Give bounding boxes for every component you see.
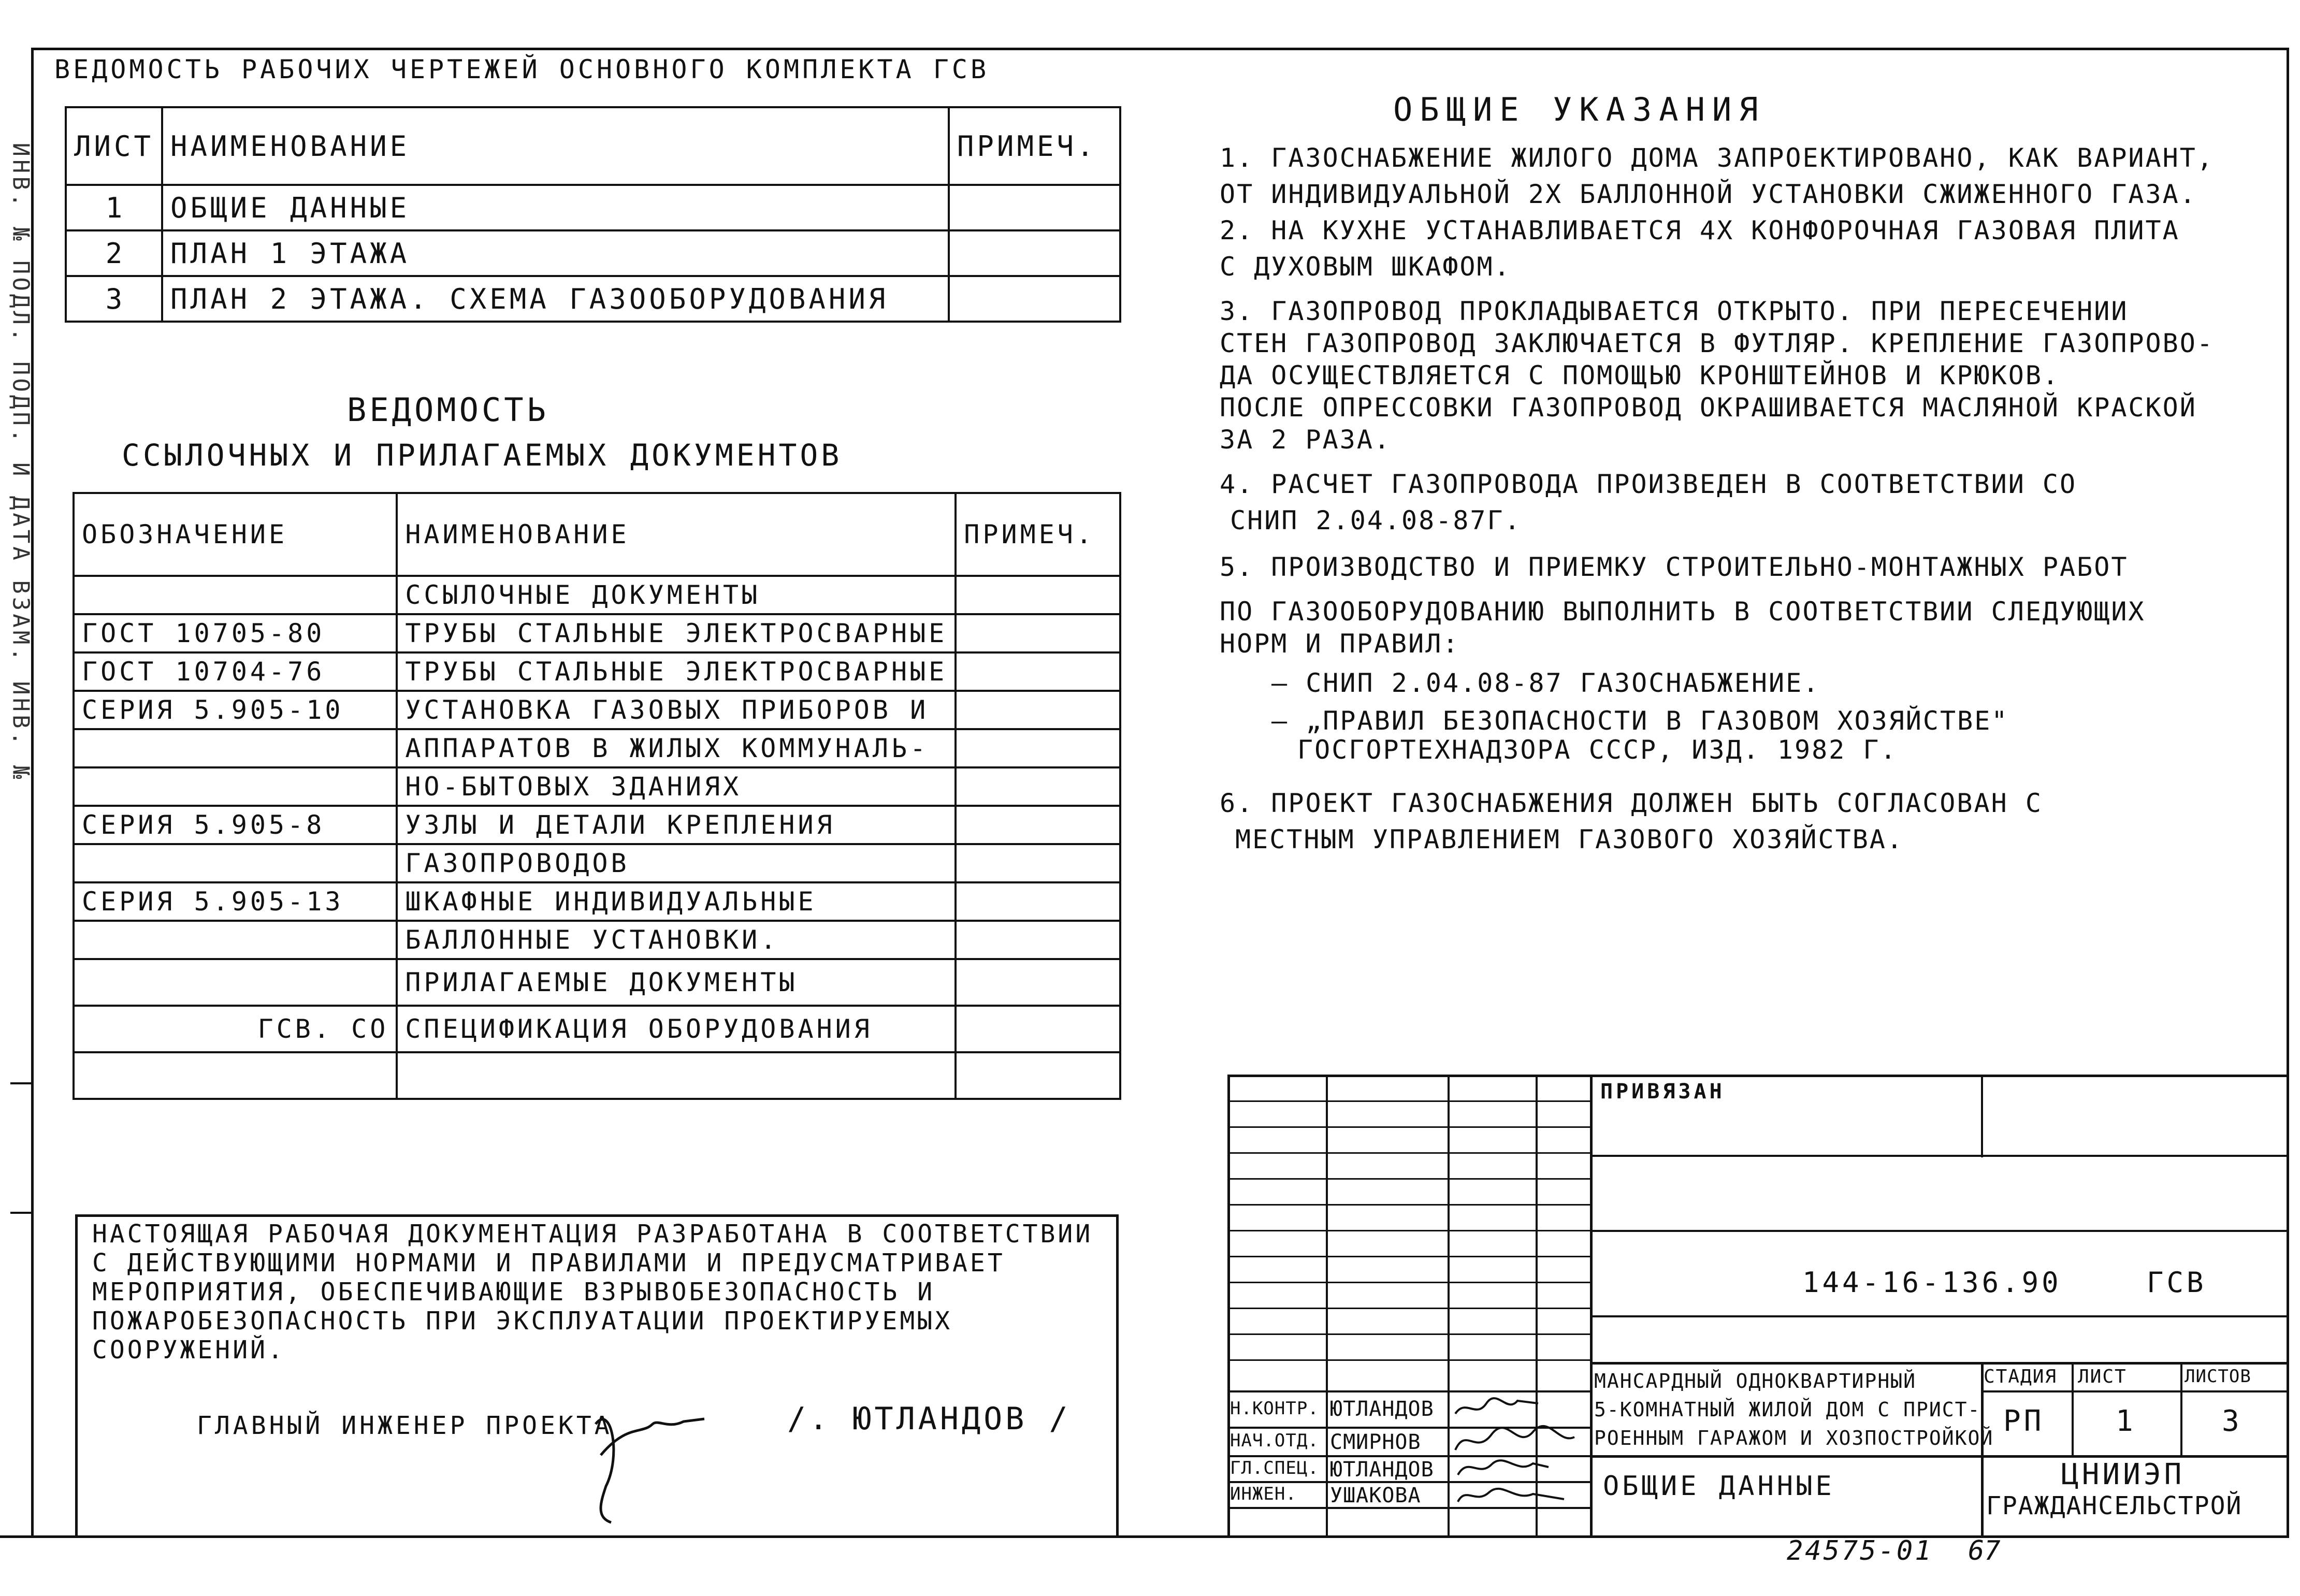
doc-suffix: ГСВ	[2147, 1266, 2207, 1299]
stage-label: СТАДИЯ	[1984, 1366, 2058, 1387]
doc-code: 144-16-136.90	[1802, 1266, 2062, 1299]
sheet-note	[949, 230, 1120, 276]
tb-hline	[1227, 1126, 1590, 1128]
notes-line: ГОСГОРТЕХНАДЗОРА СССР, ИЗД. 1982 Г.	[1297, 735, 1898, 765]
staff-signature	[1450, 1481, 1569, 1510]
staff-role: Н.КОНТР.	[1230, 1398, 1319, 1419]
stage-value: РП	[2003, 1404, 2045, 1438]
ref-code	[74, 729, 397, 767]
note-line: НАСТОЯЩАЯ РАБОЧАЯ ДОКУМЕНТАЦИЯ РАЗРАБОТАНА В СООТВЕТСТВИИ	[92, 1220, 1093, 1249]
table-row	[74, 921, 1120, 959]
table-row	[74, 576, 1120, 614]
compliance-note-text	[92, 1220, 1093, 1365]
tb-hline	[1227, 1256, 1590, 1257]
staff-name: ЮТЛАНДОВ	[1330, 1458, 1434, 1482]
margin-tick-1	[10, 1082, 34, 1084]
archive-number: 24575-01	[1787, 1535, 1933, 1566]
table-row	[74, 844, 1120, 882]
project-name-line: МАНСАРДНЫЙ ОДНОКВАРТИРНЫЙ	[1594, 1370, 1916, 1392]
attached-label: ПРИВЯЗАН	[1600, 1080, 1725, 1104]
notes-line: ЗА 2 РАЗА.	[1220, 425, 1392, 455]
ref-name: ТРУБЫ СТАЛЬНЫЕ ЭЛЕКТРОСВАРНЫЕ	[397, 652, 956, 691]
ref-name: УСТАНОВКА ГАЗОВЫХ ПРИБОРОВ И	[397, 691, 956, 729]
table-row	[74, 882, 1120, 921]
ref-name: ССЫЛОЧНЫЕ ДОКУМЕНТЫ	[397, 576, 956, 614]
margin-stamp-text: ИНВ. № ПОДЛ. ПОДП. И ДАТА ВЗАМ. ИНВ. №	[7, 142, 34, 782]
ref-docs-title-1: ВЕДОМОСТЬ	[347, 391, 549, 429]
project-name-line: 5-КОМНАТНЫЙ ЖИЛОЙ ДОМ С ПРИСТ-	[1594, 1398, 1981, 1421]
tb-hline	[1590, 1155, 2289, 1157]
sheet-list-header-note: ПРИМЕЧ.	[949, 107, 1120, 185]
notes-line: ОТ ИНДИВИДУАЛЬНОЙ 2Х БАЛЛОННОЙ УСТАНОВКИ СЖИЖЕННОГО ГАЗА.	[1220, 179, 2197, 209]
note-line: МЕРОПРИЯТИЯ, ОБЕСПЕЧИВАЮЩИЕ ВЗРЫВОБЕЗОПАСНОСТЬ И	[92, 1278, 935, 1307]
sheet-value: 1	[2116, 1404, 2136, 1438]
org-name-1: ЦНИИЭП	[2061, 1458, 2185, 1491]
tb-hline	[1981, 1390, 2289, 1392]
staff-signature	[1445, 1424, 1580, 1458]
sheet-number: 2	[66, 230, 162, 276]
notes-line: НОРМ И ПРАВИЛ:	[1220, 629, 1460, 659]
ref-note	[956, 844, 1120, 882]
sheet-list-title: ВЕДОМОСТЬ РАБОЧИХ ЧЕРТЕЖЕЙ ОСНОВНОГО КОМПЛЕКТА ГСВ	[54, 54, 990, 84]
tb-vline	[1448, 1075, 1450, 1537]
ref-code	[74, 1052, 397, 1099]
tb-vline	[2180, 1362, 2182, 1455]
ref-note	[956, 882, 1120, 921]
table-row	[74, 691, 1120, 729]
staff-role: ИНЖЕН.	[1230, 1484, 1297, 1504]
sheet-note	[949, 185, 1120, 230]
ref-name: УЗЛЫ И ДЕТАЛИ КРЕПЛЕНИЯ	[397, 806, 956, 844]
ref-code	[74, 767, 397, 806]
table-row	[66, 185, 1120, 230]
sheet-name: ПЛАН 2 ЭТАЖА. СХЕМА ГАЗООБОРУДОВАНИЯ	[162, 276, 949, 322]
general-notes-body	[1220, 140, 2214, 858]
table-row	[74, 767, 1120, 806]
tb-hline	[1227, 1333, 1590, 1335]
sheet-title: ОБЩИЕ ДАННЫЕ	[1603, 1471, 1835, 1502]
page-number: 67	[1968, 1535, 2001, 1566]
ref-name: ШКАФНЫЕ ИНДИВИДУАЛЬНЫЕ	[397, 882, 956, 921]
ref-code	[74, 844, 397, 882]
note-line: С ДЕЙСТВУЮЩИМИ НОРМАМИ И ПРАВИЛАМИ И ПРЕДУСМАТРИВАЕТ	[92, 1249, 1005, 1278]
tb-vline	[1590, 1075, 1593, 1537]
sheets-label: ЛИСТОВ	[2185, 1366, 2251, 1387]
tb-hline	[1227, 1178, 1590, 1180]
ref-note	[956, 729, 1120, 767]
frame-top	[31, 48, 2289, 50]
ref-name: НО-БЫТОВЫХ ЗДАНИЯХ	[397, 767, 956, 806]
ref-code: ГОСТ 10705-80	[74, 614, 397, 652]
ref-note	[956, 767, 1120, 806]
note-line: СООРУЖЕНИЙ.	[92, 1336, 285, 1365]
ref-name: ПРИЛАГАЕМЫЕ ДОКУМЕНТЫ	[397, 959, 956, 1006]
ref-docs-title-2: ССЫЛОЧНЫХ И ПРИЛАГАЕМЫХ ДОКУМЕНТОВ	[122, 438, 843, 473]
staff-signature	[1450, 1393, 1543, 1424]
tb-hline	[1227, 1359, 1590, 1361]
ref-code	[74, 921, 397, 959]
ref-note	[956, 921, 1120, 959]
ref-name: ГАЗОПРОВОДОВ	[397, 844, 956, 882]
notes-line: 4. РАСЧЕТ ГАЗОПРОВОДА ПРОИЗВЕДЕН В СООТВЕТСТВИИ СО	[1220, 469, 2077, 499]
sheet-name: ПЛАН 1 ЭТАЖА	[162, 230, 949, 276]
notes-line: – СНИП 2.04.08-87 ГАЗОСНАБЖЕНИЕ.	[1271, 668, 1820, 698]
table-row	[74, 1006, 1120, 1052]
ref-name	[397, 1052, 956, 1099]
ref-name: ТРУБЫ СТАЛЬНЫЕ ЭЛЕКТРОСВАРНЫЕ	[397, 614, 956, 652]
sheet-list-header-sheet: ЛИСТ	[66, 107, 162, 185]
notes-line: ПО ГАЗООБОРУДОВАНИЮ ВЫПОЛНИТЬ В СООТВЕТСТВИИ СЛЕДУЮЩИХ	[1220, 597, 2146, 627]
table-row	[66, 230, 1120, 276]
ref-code	[74, 959, 397, 1006]
tb-hline	[1227, 1230, 1590, 1231]
staff-signature	[1450, 1454, 1554, 1483]
table-row	[74, 806, 1120, 844]
ref-name: СПЕЦИФИКАЦИЯ ОБОРУДОВАНИЯ	[397, 1006, 956, 1052]
notes-line: 6. ПРОЕКТ ГАЗОСНАБЖЕНИЯ ДОЛЖЕН БЫТЬ СОГЛАСОВАН С	[1220, 788, 2043, 818]
tb-hline	[1590, 1362, 2289, 1365]
tb-hline	[1227, 1100, 1590, 1102]
ref-note	[956, 691, 1120, 729]
ref-name: БАЛЛОННЫЕ УСТАНОВКИ.	[397, 921, 956, 959]
tb-hline	[1227, 1152, 1590, 1154]
notes-line: ДА ОСУЩЕСТВЛЯЕТСЯ С ПОМОЩЬЮ КРОНШТЕЙНОВ И КРЮКОВ.	[1220, 360, 2060, 390]
tb-hline	[1590, 1230, 2289, 1232]
table-row	[74, 652, 1120, 691]
notes-line: 5. ПРОИЗВОДСТВО И ПРИЕМКУ СТРОИТЕЛЬНО-МОНТАЖНЫХ РАБОТ	[1220, 552, 2129, 582]
ref-header-name: НАИМЕНОВАНИЕ	[397, 493, 956, 576]
table-row	[74, 729, 1120, 767]
project-name-line: РОЕННЫМ ГАРАЖОМ И ХОЗПОСТРОЙКОЙ	[1594, 1427, 1994, 1449]
ref-code: СЕРИЯ 5.905-13	[74, 882, 397, 921]
tb-hline	[1227, 1390, 1590, 1392]
tb-hline	[1227, 1282, 1590, 1283]
ref-docs-table	[73, 492, 1121, 1100]
table-row	[74, 1052, 1120, 1099]
ref-note	[956, 959, 1120, 1006]
sheet-number: 3	[66, 276, 162, 322]
tb-vline	[2072, 1362, 2074, 1455]
margin-tick-2	[10, 1212, 34, 1214]
notes-line: С ДУХОВЫМ ШКАФОМ.	[1220, 252, 1511, 282]
notes-line: МЕСТНЫМ УПРАВЛЕНИЕМ ГАЗОВОГО ХОЗЯЙСТВА.	[1235, 824, 1904, 854]
sheet-note	[949, 276, 1120, 322]
ref-note	[956, 806, 1120, 844]
chief-engineer-name: /. ЮТЛАНДОВ /	[787, 1401, 1071, 1437]
notes-line: СТЕН ГАЗОПРОВОД ЗАКЛЮЧАЕТСЯ В ФУТЛЯР. КРЕПЛЕНИЕ ГАЗОПРОВО-	[1220, 328, 2214, 358]
table-row	[74, 614, 1120, 652]
tb-vline	[1981, 1075, 1983, 1157]
table-row	[74, 959, 1120, 1006]
notes-line: 3. ГАЗОПРОВОД ПРОКЛАДЫВАЕТСЯ ОТКРЫТО. ПРИ ПЕРЕСЕЧЕНИИ	[1220, 296, 2129, 326]
tb-hline	[1227, 1204, 1590, 1206]
tb-hline	[1227, 1308, 1590, 1309]
ref-note	[956, 614, 1120, 652]
ref-note	[956, 1006, 1120, 1052]
notes-line: 2. НА КУХНЕ УСТАНАВЛИВАЕТСЯ 4Х КОНФОРОЧНАЯ ГАЗОВАЯ ПЛИТА	[1220, 215, 2180, 245]
staff-role: НАЧ.ОТД.	[1230, 1430, 1319, 1451]
ref-code: СЕРИЯ 5.905-10	[74, 691, 397, 729]
chief-engineer-signature	[580, 1393, 756, 1528]
ref-code	[74, 576, 397, 614]
ref-note	[956, 1052, 1120, 1099]
ref-header-note: ПРИМЕЧ.	[956, 493, 1120, 576]
general-notes-title: ОБЩИЕ УКАЗАНИЯ	[1393, 91, 1766, 128]
sheet-name: ОБЩИЕ ДАННЫЕ	[162, 185, 949, 230]
staff-name: ЮТЛАНДОВ	[1330, 1397, 1434, 1421]
notes-line: – „ПРАВИЛ БЕЗОПАСНОСТИ В ГАЗОВОМ ХОЗЯЙСТВЕ"	[1271, 706, 2009, 736]
staff-role: ГЛ.СПЕЦ.	[1230, 1458, 1319, 1478]
sheets-value: 3	[2222, 1404, 2243, 1438]
ref-note	[956, 576, 1120, 614]
notes-line: ПОСЛЕ ОПРЕССОВКИ ГАЗОПРОВОД ОКРАШИВАЕТСЯ МАСЛЯНОЙ КРАСКОЙ	[1220, 393, 2197, 423]
ref-code: ГСВ. СО	[74, 1006, 397, 1052]
sheet-number: 1	[66, 185, 162, 230]
table-row	[66, 276, 1120, 322]
sheet-list-table	[65, 106, 1121, 323]
ref-code: СЕРИЯ 5.905-8	[74, 806, 397, 844]
ref-name: АППАРАТОВ В ЖИЛЫХ КОММУНАЛЬ-	[397, 729, 956, 767]
sheet-label: ЛИСТ	[2078, 1366, 2127, 1387]
chief-engineer-label: ГЛАВНЫЙ ИНЖЕНЕР ПРОЕКТА	[197, 1411, 613, 1440]
sheet-list-header-name: НАИМЕНОВАНИЕ	[162, 107, 949, 185]
ref-code: ГОСТ 10704-76	[74, 652, 397, 691]
notes-line: 1. ГАЗОСНАБЖЕНИЕ ЖИЛОГО ДОМА ЗАПРОЕКТИРОВАНО, КАК ВАРИАНТ,	[1220, 143, 2214, 173]
project-name	[1594, 1367, 1993, 1453]
ref-note	[956, 652, 1120, 691]
note-line: ПОЖАРОБЕЗОПАСНОСТЬ ПРИ ЭКСПЛУАТАЦИИ ПРОЕКТИРУЕМЫХ	[92, 1307, 953, 1336]
org-name-2: ГРАЖДАНСЕЛЬСТРОЙ	[1986, 1491, 2243, 1520]
notes-line: СНИП 2.04.08-87Г.	[1230, 505, 1522, 535]
staff-name: СМИРНОВ	[1330, 1430, 1421, 1454]
tb-vline	[1326, 1075, 1328, 1537]
staff-name: УШАКОВА	[1330, 1484, 1421, 1507]
tb-hline	[1590, 1315, 2289, 1317]
ref-header-code: ОБОЗНАЧЕНИЕ	[74, 493, 397, 576]
